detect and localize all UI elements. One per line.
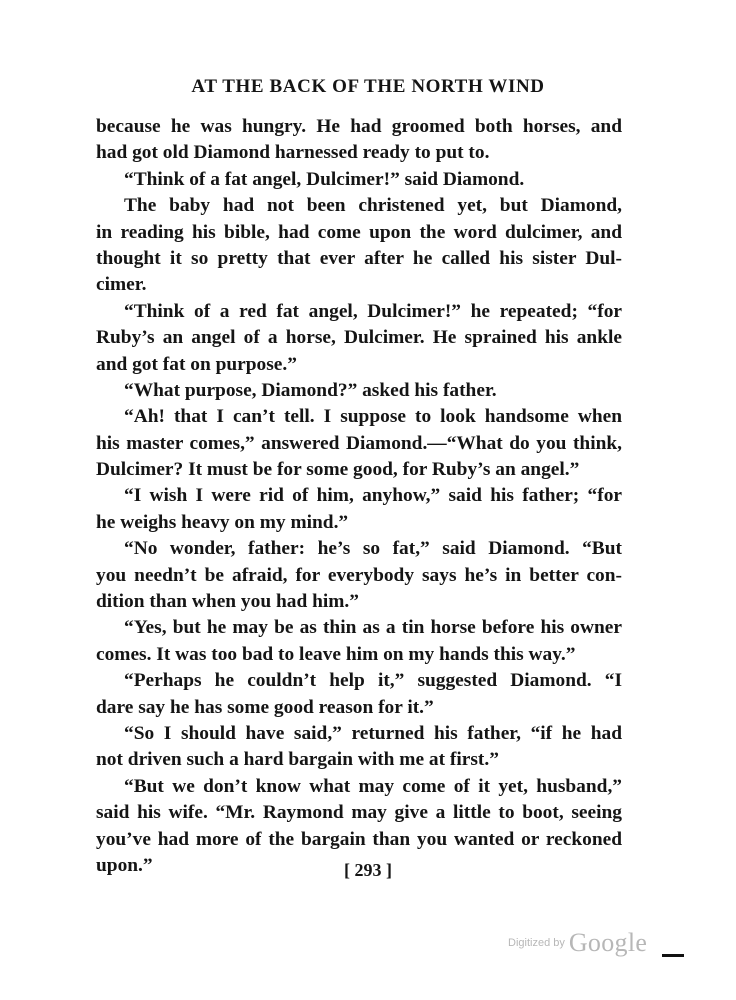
watermark-prefix: Digitized by [508, 937, 565, 949]
text-line: “So I should have said,” returned his father, “if he had [124, 722, 622, 744]
watermark-logo: Google [568, 928, 648, 957]
text-line: his master comes,” answered Diamond.—“What do you think, [96, 432, 622, 454]
running-header: AT THE BACK OF THE NORTH WIND [191, 76, 545, 97]
text-line: “Think of a fat angel, Dulcimer!” said Diamond. [124, 168, 525, 190]
text-line: dition than when you had him.” [96, 591, 359, 613]
text-line: in reading his bible, had come upon the word dulcimer, and [96, 221, 622, 243]
text-line: Dulcimer? It must be for some good, for Ruby’s an angel.” [96, 459, 580, 481]
text-line: thought it so pretty that ever after he called his sister Dul- [96, 247, 622, 269]
text-line: because he was hungry. He had groomed both horses, and [96, 116, 622, 137]
text-line: The baby had not been christened yet, but Diamond, [124, 195, 622, 217]
text-line: cimer. [96, 274, 147, 296]
text-line: not driven such a hard bargain with me at first.” [96, 749, 499, 771]
text-line: Ruby’s an angel of a horse, Dulcimer. He sprained his ankle [96, 327, 622, 349]
text-line: “I wish I were rid of him, anyhow,” said his father; “for [124, 485, 622, 507]
text-line: comes. It was too bad to leave him on my hands this way.” [96, 643, 576, 665]
text-line: “Think of a red fat angel, Dulcimer!” he repeated; “for [124, 300, 622, 322]
text-line: upon.” [96, 854, 153, 876]
text-line: you needn’t be afraid, for everybody says he’s in better con- [96, 564, 622, 586]
text-line: said his wife. “Mr. Raymond may give a little to boot, seeing [96, 802, 622, 824]
text-line: “Yes, but he may be as thin as a tin horse before his owner [124, 617, 622, 639]
scan-mark [662, 954, 684, 957]
text-line: dare say he has some good reason for it.” [96, 696, 434, 718]
text-line: “Ah! that I can’t tell. I suppose to look handsome when [124, 406, 622, 428]
text-line: he weighs heavy on my mind.” [96, 511, 349, 533]
text-line: had got old Diamond harnessed ready to put to. [96, 142, 490, 164]
body-text [96, 114, 622, 879]
text-line: “But we don’t know what may come of it yet, husband,” [124, 775, 622, 797]
digitized-watermark [508, 928, 647, 958]
text-line: and got fat on purpose.” [96, 353, 297, 375]
page-number: [ 293 ] [344, 860, 392, 880]
text-line: “What purpose, Diamond?” asked his father. [124, 379, 497, 401]
text-line: “Perhaps he couldn’t help it,” suggested Diamond. “I [124, 670, 622, 692]
text-line: “No wonder, father: he’s so fat,” said Diamond. “But [124, 538, 622, 560]
text-line: you’ve had more of the bargain than you wanted or reckoned [96, 828, 622, 850]
